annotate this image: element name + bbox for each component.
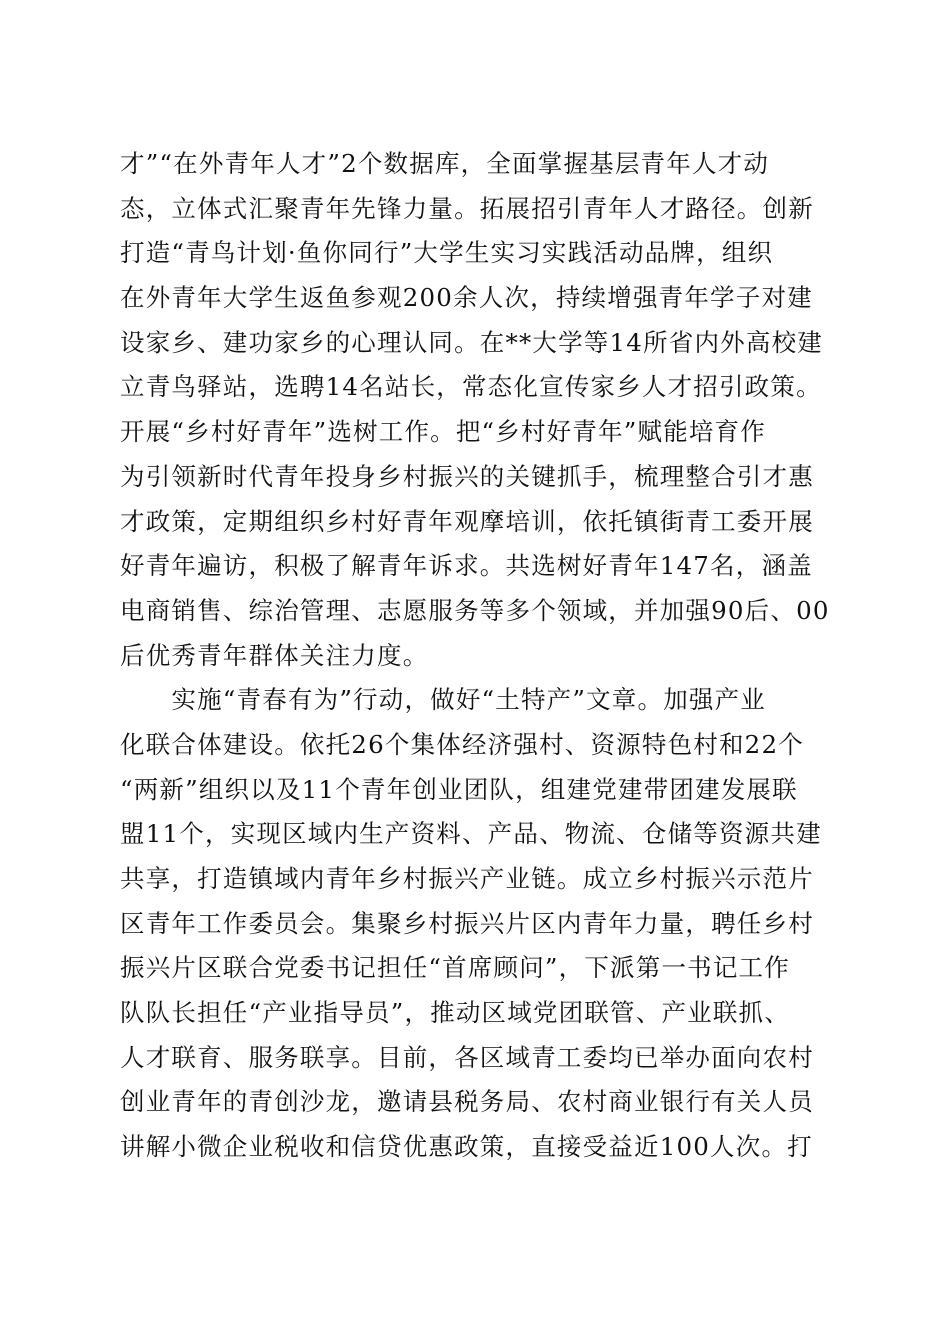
text-line: 态，立体式汇聚青年先锋力量。拓展招引青年人才路径。创新 <box>120 193 814 223</box>
text-line: 打造“青鸟计划·鱼你同行”大学生实习实践活动品牌，组织 <box>120 238 774 268</box>
text-line: 振兴片区联合党委书记担任“首席顾问”，下派第一书记工作 <box>120 953 790 983</box>
text-line: 人才联育、服务联享。目前，各区域青工委均已举办面向农村 <box>120 1042 814 1072</box>
text-line: 才政策，定期组织乡村好青年观摩培训，依托镇街青工委开展 <box>120 506 814 536</box>
text-line: 讲解小微企业税收和信贷优惠政策，直接受益近100人次。打 <box>120 1132 813 1162</box>
text-line: 后优秀青年群体关注力度。 <box>120 640 429 670</box>
text-line: 好青年遍访，积极了解青年诉求。共选树好青年147名，涵盖 <box>120 551 813 581</box>
text-line: “两新”组织以及11个青年创业团队，组建党建带团建发展联 <box>120 774 798 804</box>
paragraph-start-line: 实施“青春有为”行动，做好“土特产”文章。加强产业 <box>120 685 766 715</box>
text-line: 盟11个，实现区域内生产资料、产品、物流、仓储等资源共建 <box>120 819 822 849</box>
text-line: 设家乡、建功家乡的心理认同。在**大学等14所省内外高校建 <box>120 327 823 357</box>
text-line: 创业青年的青创沙龙，邀请县税务局、农村商业银行有关人员 <box>120 1087 814 1117</box>
text-line: 开展“乡村好青年”选树工作。把“乡村好青年”赋能培育作 <box>120 417 766 447</box>
text-line: 为引领新时代青年投身乡村振兴的关键抓手，梳理整合引才惠 <box>120 461 814 491</box>
body-text <box>120 142 830 1170</box>
text-line: 立青鸟驿站，选聘14名站长，常态化宣传家乡人才招引政策。 <box>120 372 822 402</box>
text-line: 队队长担任“产业指导员”，推动区域党团联管、产业联抓、 <box>120 998 790 1028</box>
text-line: 区青年工作委员会。集聚乡村振兴片区内青年力量，聘任乡村 <box>120 908 814 938</box>
text-line: 在外青年大学生返鱼参观200余人次，持续增强青年学子对建 <box>120 283 813 313</box>
text-line: 电商销售、综治管理、志愿服务等多个领域，并加强90后、00 <box>120 595 830 625</box>
text-line: 才”“在外青年人才”2个数据库，全面掌握基层青年人才动 <box>120 149 770 178</box>
text-line: 共享，打造镇域内青年乡村振兴产业链。成立乡村振兴示范片 <box>120 864 814 893</box>
text-line: 化联合体建设。依托26个集体经济强村、资源特色村和22个 <box>120 729 804 759</box>
